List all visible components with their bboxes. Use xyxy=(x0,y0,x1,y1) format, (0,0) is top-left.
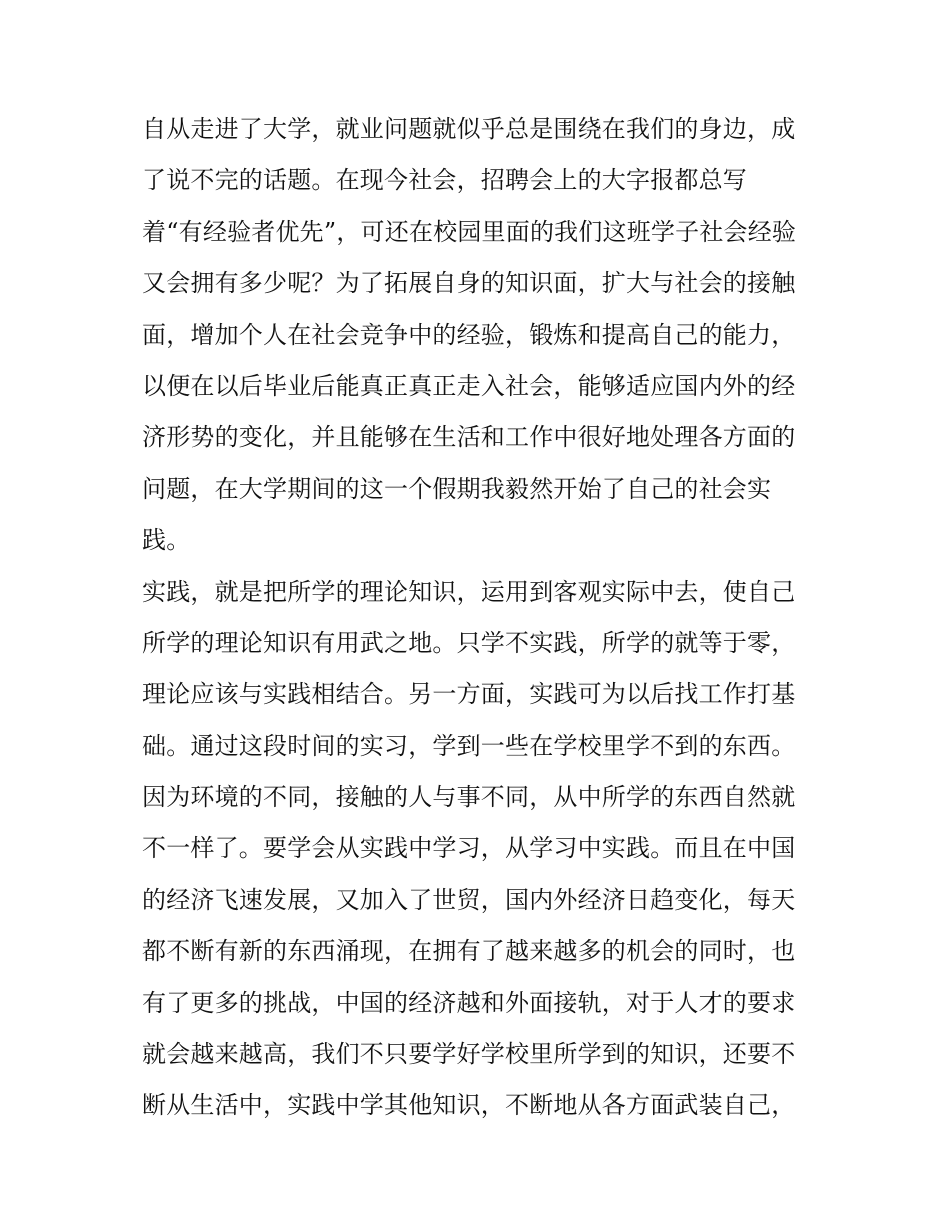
text-line: 又会拥有多少呢？为了拓展自身的知识面，扩大与社会的接触 xyxy=(142,269,796,298)
text-line: 践。 xyxy=(142,526,191,555)
text-line: 不一样了。要学会从实践中学习，从学习中实践。而且在中国 xyxy=(142,834,796,863)
text-line: 问题，在大学期间的这一个假期我毅然开始了自己的社会实 xyxy=(142,474,772,503)
text-line: 着“有经验者优先”，可还在校园里面的我们这班学子社会经验 xyxy=(142,217,797,246)
text-line: 面，增加个人在社会竞争中的经验，锻炼和提高自己的能力， xyxy=(142,320,796,349)
text-line: 础。通过这段时间的实习，学到一些在学校里学不到的东西。 xyxy=(142,731,796,760)
document-body xyxy=(142,104,842,1132)
text-line: 的经济飞速发展，又加入了世贸，国内外经济日趋变化，每天 xyxy=(142,885,796,914)
text-line: 有了更多的挑战，中国的经济越和外面接轨，对于人才的要求 xyxy=(142,988,796,1017)
text-line: 实践，就是把所学的理论知识，运用到客观实际中去，使自己 xyxy=(142,577,796,606)
text-line: 济形势的变化，并且能够在生活和工作中很好地处理各方面的 xyxy=(142,423,796,452)
text-line: 了说不完的话题。在现今社会，招聘会上的大字报都总写 xyxy=(142,166,747,195)
text-line: 就会越来越高，我们不只要学好学校里所学到的知识，还要不 xyxy=(142,1040,796,1069)
text-line: 所学的理论知识有用武之地。只学不实践，所学的就等于零， xyxy=(142,628,796,657)
text-line: 都不断有新的东西涌现，在拥有了越来越多的机会的同时，也 xyxy=(142,937,796,966)
text-line: 自从走进了大学，就业问题就似乎总是围绕在我们的身边，成 xyxy=(142,115,796,143)
text-line: 以便在以后毕业后能真正真正走入社会，能够适应国内外的经 xyxy=(142,371,796,400)
text-line: 因为环境的不同，接触的人与事不同，从中所学的东西自然就 xyxy=(142,783,796,812)
text-line: 理论应该与实践相结合。另一方面，实践可为以后找工作打基 xyxy=(142,680,796,709)
text-line: 断从生活中，实践中学其他知识，不断地从各方面武装自己， xyxy=(142,1091,796,1120)
